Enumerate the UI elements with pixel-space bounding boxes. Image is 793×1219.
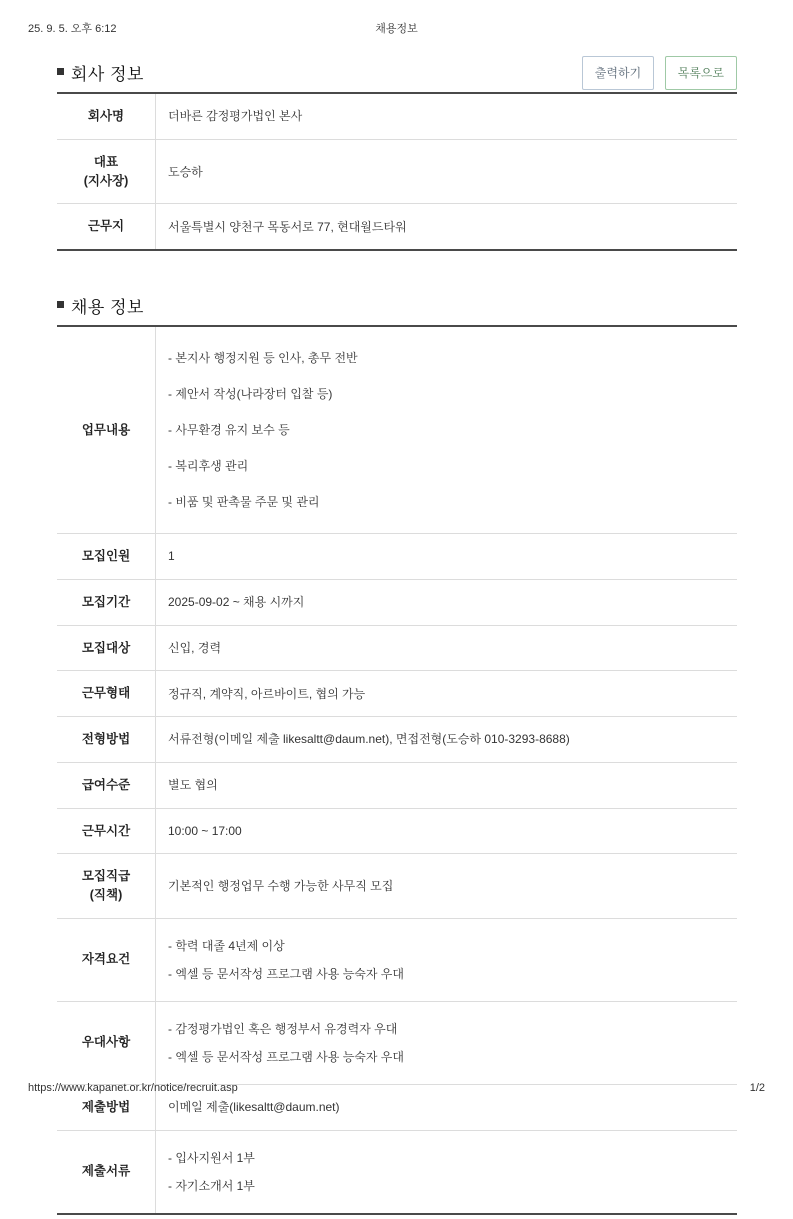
row-label-position — [57, 854, 156, 919]
row-label-required-documents: 제출서류 — [57, 1130, 156, 1214]
row-label-preferences: 우대사항 — [57, 1001, 156, 1084]
table-row — [57, 1130, 737, 1214]
row-label-qualifications: 자격요건 — [57, 918, 156, 1001]
row-label-period: 모집기간 — [57, 579, 156, 625]
table-row — [57, 808, 737, 854]
print-page-number: 1/2 — [749, 1082, 765, 1094]
row-value-selection-method: 서류전형(이메일 제출 likesaltt@daum.net), 면접전형(도승하 010-3293-8688) — [168, 732, 570, 747]
company-section-title: 회사 정보 — [57, 60, 144, 85]
row-value-preferences — [156, 1001, 738, 1084]
print-timestamp: 25. 9. 5. 오후 6:12 — [28, 23, 117, 35]
text-line: - 제안서 작성(나라장터 입찰 등) — [168, 387, 333, 401]
row-label-position-line1: 모집직급 — [81, 869, 131, 884]
print-button[interactable]: 출력하기 — [582, 56, 654, 90]
row-label-company-name: 회사명 — [57, 93, 156, 139]
print-header — [0, 20, 793, 36]
row-label-headcount: 모집인원 — [57, 534, 156, 580]
row-value-submission-method: 이메일 제출(likesaltt@daum.net) — [168, 1100, 340, 1115]
row-value-employment-type: 정규직, 계약직, 아르바이트, 협의 가능 — [168, 686, 366, 701]
table-row — [57, 854, 737, 919]
print-source-url: https://www.kapanet.or.kr/notice/recruit.asp — [28, 1082, 238, 1094]
row-label-position-line2: (직책) — [89, 888, 123, 902]
row-value-qualifications — [156, 918, 738, 1001]
text-line: - 엑셀 등 문서작성 프로그램 사용 능숙자 우대 — [168, 966, 404, 981]
row-label-salary: 급여수준 — [57, 762, 156, 808]
company-info-table — [57, 92, 737, 251]
text-line: - 복리후생 관리 — [168, 459, 249, 473]
text-line: - 감정평가법인 혹은 행정부서 유경력자 우대 — [168, 1021, 398, 1036]
back-to-list-button[interactable]: 목록으로 — [665, 56, 737, 90]
table-row — [57, 625, 737, 671]
row-label-job-description: 업무내용 — [57, 326, 156, 534]
section-spacer — [57, 255, 737, 289]
row-label-selection-method: 전형방법 — [57, 717, 156, 763]
row-value-salary: 별도 협의 — [168, 778, 218, 793]
recruit-section-title: 채용 정보 — [57, 293, 144, 318]
row-value-required-documents — [156, 1130, 738, 1214]
table-row — [57, 717, 737, 763]
row-value-headcount: 1 — [168, 549, 175, 564]
text-line: - 사무환경 유지 보수 등 — [168, 423, 290, 437]
text-line: - 엑셀 등 문서작성 프로그램 사용 능숙자 우대 — [168, 1049, 404, 1064]
recruit-info-section — [57, 289, 737, 1215]
table-row — [57, 671, 737, 717]
row-label-employment-type: 근무형태 — [57, 671, 156, 717]
recruit-section-header — [57, 289, 737, 323]
row-value-period: 2025-09-02 ~ 채용 시까지 — [168, 595, 305, 610]
text-line: - 자기소개서 1부 — [168, 1178, 255, 1193]
table-row — [57, 204, 737, 250]
row-label-submission-method: 제출방법 — [57, 1084, 156, 1130]
table-row — [57, 139, 737, 204]
table-row — [57, 326, 737, 534]
action-button-group — [576, 56, 737, 90]
row-value-company-name: 더바른 감정평가법인 본사 — [168, 109, 303, 124]
row-value-work-hours: 10:00 ~ 17:00 — [168, 823, 242, 838]
print-footer — [0, 1082, 793, 1098]
row-value-position: 기본적인 행정업무 수행 가능한 사무직 모집 — [168, 879, 394, 893]
company-section-header — [57, 56, 737, 90]
table-row — [57, 579, 737, 625]
row-label-representative-line2: (지사장) — [83, 173, 129, 188]
text-line: - 본지사 행정지원 등 인사, 총무 전반 — [168, 351, 358, 365]
print-document-title: 채용정보 — [375, 23, 418, 35]
text-line: - 비품 및 판촉물 주문 및 관리 — [168, 495, 320, 509]
row-value-target: 신입, 경력 — [168, 640, 222, 655]
company-info-section — [57, 56, 737, 251]
row-label-representative — [57, 139, 156, 204]
table-row — [57, 1001, 737, 1084]
row-value-workplace: 서울특별시 양천구 목동서로 77, 현대월드타워 — [168, 219, 407, 234]
text-line: - 학력 대졸 4년제 이상 — [168, 938, 285, 953]
row-label-workplace: 근무지 — [57, 204, 156, 250]
table-row — [57, 762, 737, 808]
row-label-representative-line1: 대표 — [93, 154, 119, 169]
row-label-work-hours: 근무시간 — [57, 808, 156, 854]
table-row — [57, 918, 737, 1001]
document-content — [57, 56, 737, 1219]
table-row — [57, 93, 737, 139]
text-line: - 입사지원서 1부 — [168, 1150, 255, 1165]
table-row — [57, 534, 737, 580]
row-label-target: 모집대상 — [57, 625, 156, 671]
row-value-representative: 도승하 — [168, 164, 203, 179]
row-value-job-description — [156, 326, 738, 534]
